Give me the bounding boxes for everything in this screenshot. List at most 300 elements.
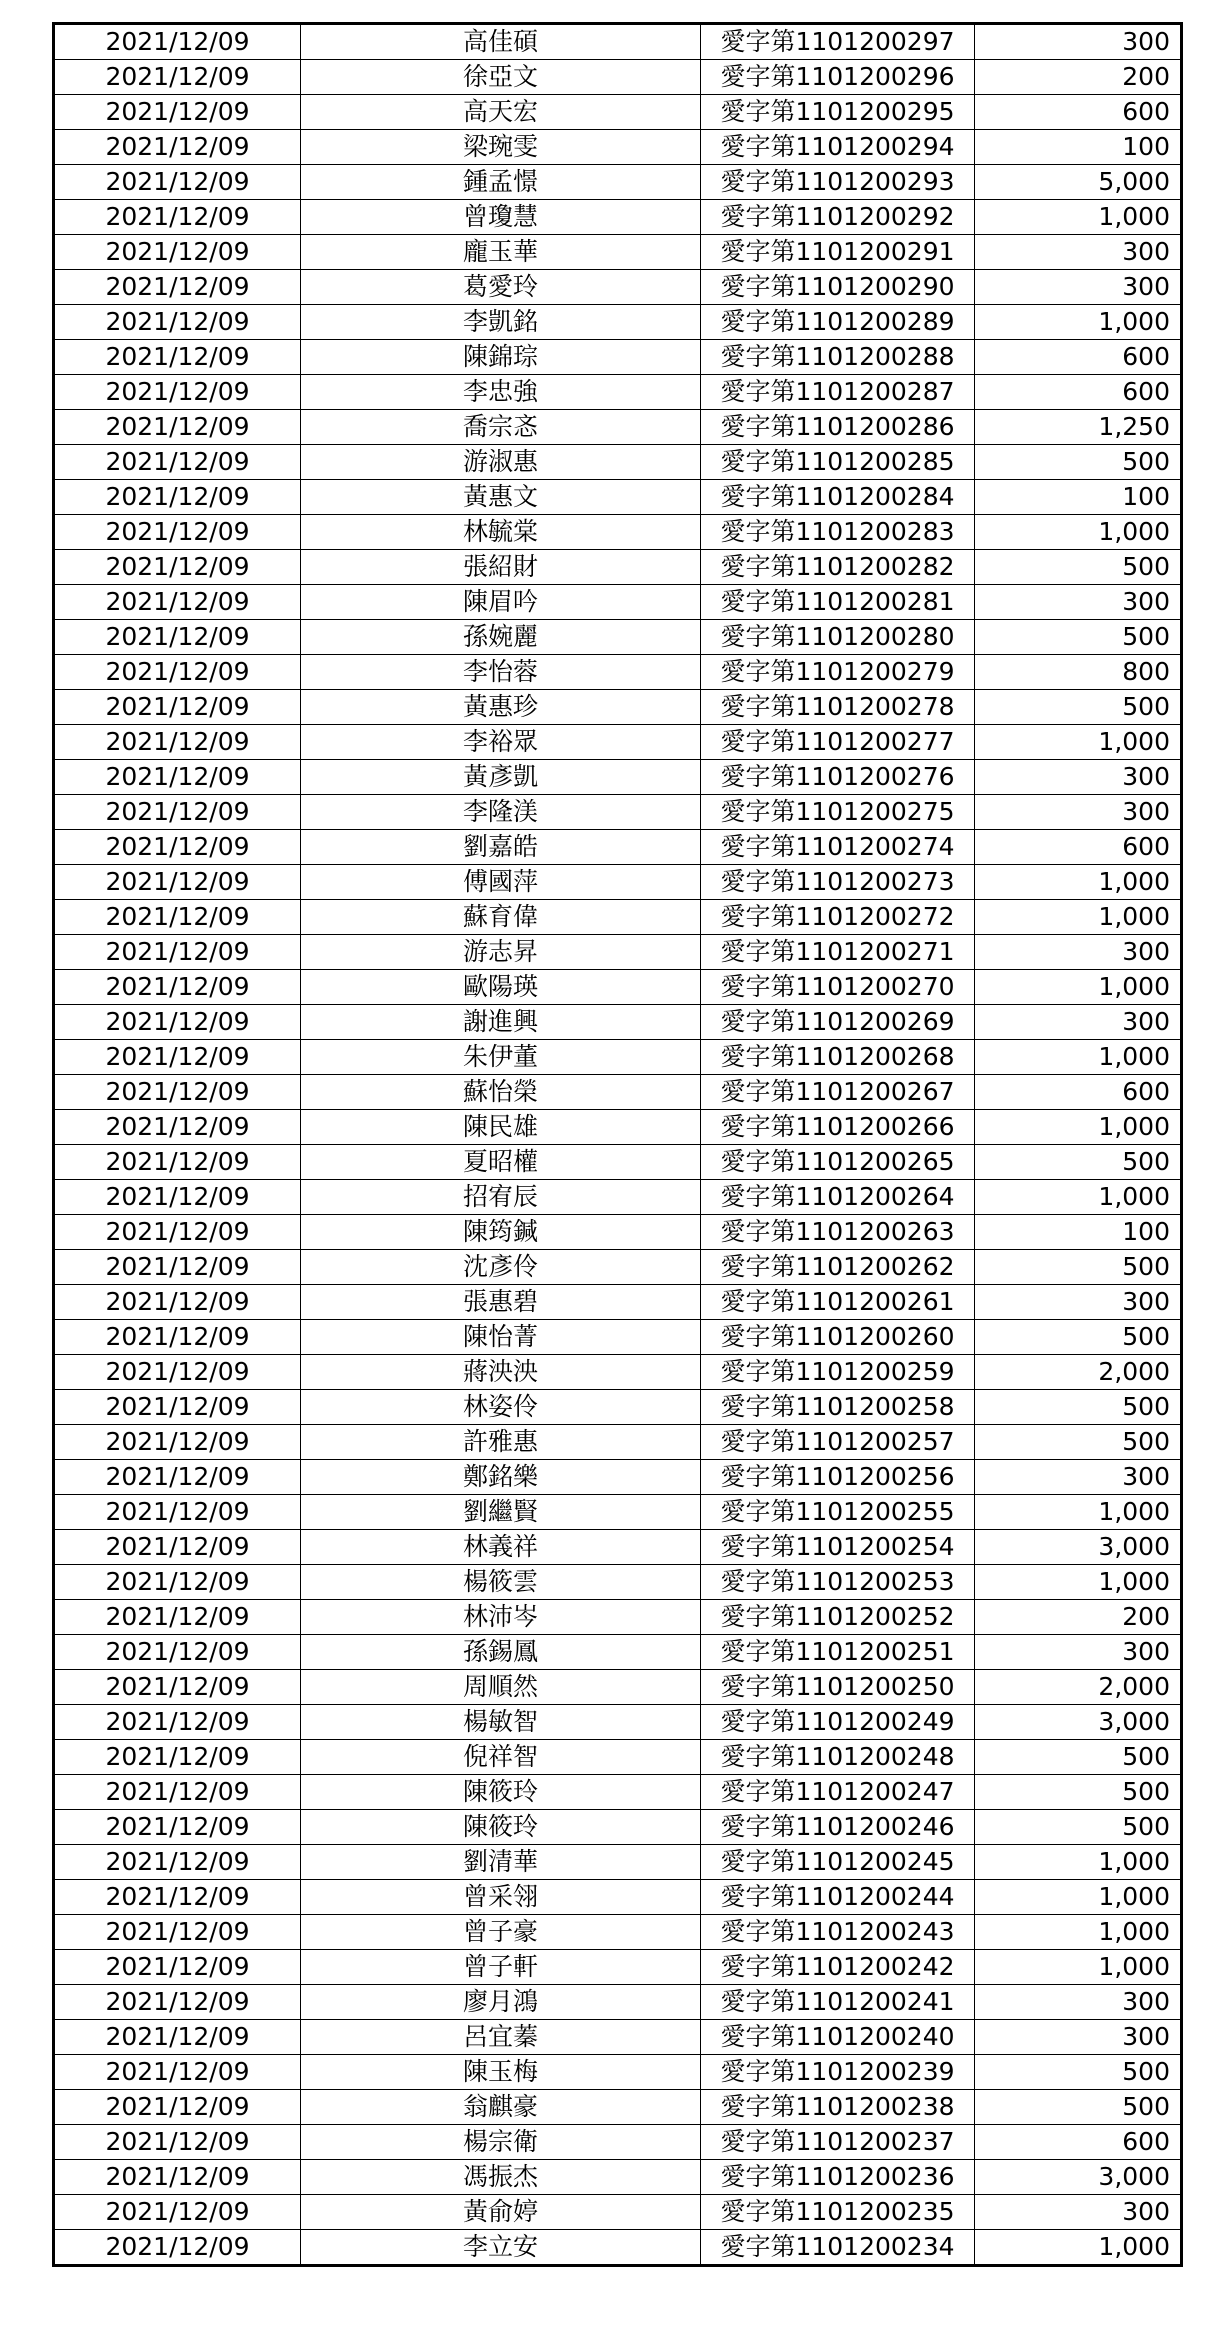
amount-cell: 300 [975, 235, 1182, 270]
amount-cell: 1,000 [975, 900, 1182, 935]
receipt-number-cell: 愛字第1101200276 [701, 760, 975, 795]
date-cell: 2021/12/09 [54, 1075, 301, 1110]
amount-cell: 1,000 [975, 1040, 1182, 1075]
receipt-number-cell: 愛字第1101200253 [701, 1565, 975, 1600]
table-row [54, 1110, 1182, 1145]
amount-cell: 1,000 [975, 865, 1182, 900]
receipt-number-cell: 愛字第1101200291 [701, 235, 975, 270]
date-cell: 2021/12/09 [54, 2020, 301, 2055]
receipt-number-cell: 愛字第1101200237 [701, 2125, 975, 2160]
donor-name-cell: 沈彥伶 [301, 1250, 701, 1285]
amount-cell: 300 [975, 1005, 1182, 1040]
receipt-number-cell: 愛字第1101200265 [701, 1145, 975, 1180]
donor-name-cell: 蘇育偉 [301, 900, 701, 935]
donor-name-cell: 高天宏 [301, 95, 701, 130]
date-cell: 2021/12/09 [54, 725, 301, 760]
table-row [54, 24, 1182, 60]
receipt-number-cell: 愛字第1101200248 [701, 1740, 975, 1775]
amount-cell: 600 [975, 2125, 1182, 2160]
amount-cell: 2,000 [975, 1670, 1182, 1705]
donor-name-cell: 楊敏智 [301, 1705, 701, 1740]
donor-name-cell: 孫錫鳳 [301, 1635, 701, 1670]
receipt-number-cell: 愛字第1101200264 [701, 1180, 975, 1215]
table-row [54, 2090, 1182, 2125]
receipt-number-cell: 愛字第1101200288 [701, 340, 975, 375]
date-cell: 2021/12/09 [54, 1005, 301, 1040]
donor-name-cell: 黃惠文 [301, 480, 701, 515]
amount-cell: 500 [975, 690, 1182, 725]
table-row [54, 445, 1182, 480]
table-row [54, 410, 1182, 445]
amount-cell: 1,000 [975, 1915, 1182, 1950]
donor-name-cell: 高佳碩 [301, 24, 701, 60]
amount-cell: 300 [975, 795, 1182, 830]
amount-cell: 3,000 [975, 2160, 1182, 2195]
amount-cell: 300 [975, 2195, 1182, 2230]
donor-name-cell: 鍾孟憬 [301, 165, 701, 200]
date-cell: 2021/12/09 [54, 1145, 301, 1180]
table-row [54, 480, 1182, 515]
amount-cell: 300 [975, 935, 1182, 970]
date-cell: 2021/12/09 [54, 1915, 301, 1950]
table-row [54, 1040, 1182, 1075]
date-cell: 2021/12/09 [54, 1880, 301, 1915]
receipt-number-cell: 愛字第1101200256 [701, 1460, 975, 1495]
donor-name-cell: 孫婉麗 [301, 620, 701, 655]
receipt-number-cell: 愛字第1101200287 [701, 375, 975, 410]
receipt-number-cell: 愛字第1101200259 [701, 1355, 975, 1390]
table-row [54, 1670, 1182, 1705]
table-row [54, 655, 1182, 690]
amount-cell: 500 [975, 1775, 1182, 1810]
receipt-number-cell: 愛字第1101200254 [701, 1530, 975, 1565]
date-cell: 2021/12/09 [54, 480, 301, 515]
receipt-number-cell: 愛字第1101200261 [701, 1285, 975, 1320]
donor-name-cell: 徐亞文 [301, 60, 701, 95]
date-cell: 2021/12/09 [54, 305, 301, 340]
receipt-number-cell: 愛字第1101200292 [701, 200, 975, 235]
donor-name-cell: 曾子軒 [301, 1950, 701, 1985]
donor-name-cell: 夏昭權 [301, 1145, 701, 1180]
donor-name-cell: 李隆渼 [301, 795, 701, 830]
donor-name-cell: 李怡蓉 [301, 655, 701, 690]
receipt-number-cell: 愛字第1101200290 [701, 270, 975, 305]
table-row [54, 1495, 1182, 1530]
donor-name-cell: 周順然 [301, 1670, 701, 1705]
date-cell: 2021/12/09 [54, 795, 301, 830]
date-cell: 2021/12/09 [54, 1950, 301, 1985]
date-cell: 2021/12/09 [54, 1110, 301, 1145]
table-row [54, 130, 1182, 165]
amount-cell: 500 [975, 1320, 1182, 1355]
receipt-number-cell: 愛字第1101200243 [701, 1915, 975, 1950]
table-row [54, 1390, 1182, 1425]
table-row [54, 550, 1182, 585]
table-row [54, 900, 1182, 935]
date-cell: 2021/12/09 [54, 935, 301, 970]
date-cell: 2021/12/09 [54, 830, 301, 865]
amount-cell: 5,000 [975, 165, 1182, 200]
amount-cell: 500 [975, 1740, 1182, 1775]
amount-cell: 300 [975, 1985, 1182, 2020]
receipt-number-cell: 愛字第1101200239 [701, 2055, 975, 2090]
amount-cell: 1,000 [975, 1110, 1182, 1145]
table-row [54, 830, 1182, 865]
amount-cell: 600 [975, 375, 1182, 410]
receipt-number-cell: 愛字第1101200251 [701, 1635, 975, 1670]
date-cell: 2021/12/09 [54, 690, 301, 725]
date-cell: 2021/12/09 [54, 1040, 301, 1075]
amount-cell: 300 [975, 585, 1182, 620]
receipt-number-cell: 愛字第1101200255 [701, 1495, 975, 1530]
date-cell: 2021/12/09 [54, 130, 301, 165]
receipt-number-cell: 愛字第1101200289 [701, 305, 975, 340]
amount-cell: 100 [975, 480, 1182, 515]
receipt-number-cell: 愛字第1101200297 [701, 24, 975, 60]
donor-name-cell: 陳筱玲 [301, 1775, 701, 1810]
receipt-number-cell: 愛字第1101200267 [701, 1075, 975, 1110]
date-cell: 2021/12/09 [54, 760, 301, 795]
date-cell: 2021/12/09 [54, 1775, 301, 1810]
date-cell: 2021/12/09 [54, 1390, 301, 1425]
receipt-number-cell: 愛字第1101200247 [701, 1775, 975, 1810]
table-row [54, 1530, 1182, 1565]
table-row [54, 340, 1182, 375]
receipt-number-cell: 愛字第1101200257 [701, 1425, 975, 1460]
date-cell: 2021/12/09 [54, 1740, 301, 1775]
amount-cell: 600 [975, 340, 1182, 375]
amount-cell: 300 [975, 1635, 1182, 1670]
donor-name-cell: 張惠碧 [301, 1285, 701, 1320]
donor-name-cell: 蔣泱泱 [301, 1355, 701, 1390]
amount-cell: 600 [975, 95, 1182, 130]
table-row [54, 1635, 1182, 1670]
donor-name-cell: 喬宗忞 [301, 410, 701, 445]
donor-name-cell: 陳筠鍼 [301, 1215, 701, 1250]
table-row [54, 60, 1182, 95]
date-cell: 2021/12/09 [54, 515, 301, 550]
donor-name-cell: 葛愛玲 [301, 270, 701, 305]
donor-name-cell: 翁麒豪 [301, 2090, 701, 2125]
table-row [54, 585, 1182, 620]
receipt-number-cell: 愛字第1101200244 [701, 1880, 975, 1915]
ledger-body [54, 24, 1182, 2266]
receipt-number-cell: 愛字第1101200295 [701, 95, 975, 130]
table-row [54, 165, 1182, 200]
date-cell: 2021/12/09 [54, 1530, 301, 1565]
amount-cell: 500 [975, 445, 1182, 480]
receipt-number-cell: 愛字第1101200245 [701, 1845, 975, 1880]
date-cell: 2021/12/09 [54, 1705, 301, 1740]
donor-name-cell: 林姿伶 [301, 1390, 701, 1425]
donor-name-cell: 陳怡菁 [301, 1320, 701, 1355]
date-cell: 2021/12/09 [54, 2125, 301, 2160]
donor-name-cell: 李忠強 [301, 375, 701, 410]
amount-cell: 500 [975, 550, 1182, 585]
table-row [54, 1320, 1182, 1355]
donation-ledger-table [52, 22, 1183, 2267]
amount-cell: 200 [975, 60, 1182, 95]
table-row [54, 1880, 1182, 1915]
table-row [54, 1005, 1182, 1040]
date-cell: 2021/12/09 [54, 1425, 301, 1460]
table-row [54, 1915, 1182, 1950]
table-row [54, 2230, 1182, 2266]
donor-name-cell: 楊筱雲 [301, 1565, 701, 1600]
table-row [54, 1285, 1182, 1320]
amount-cell: 1,000 [975, 305, 1182, 340]
donor-name-cell: 陳眉吟 [301, 585, 701, 620]
donor-name-cell: 黃惠珍 [301, 690, 701, 725]
receipt-number-cell: 愛字第1101200252 [701, 1600, 975, 1635]
receipt-number-cell: 愛字第1101200238 [701, 2090, 975, 2125]
receipt-number-cell: 愛字第1101200258 [701, 1390, 975, 1425]
amount-cell: 200 [975, 1600, 1182, 1635]
table-row [54, 620, 1182, 655]
date-cell: 2021/12/09 [54, 1600, 301, 1635]
table-row [54, 1250, 1182, 1285]
amount-cell: 300 [975, 1460, 1182, 1495]
amount-cell: 500 [975, 1390, 1182, 1425]
amount-cell: 300 [975, 1285, 1182, 1320]
donor-name-cell: 劉繼賢 [301, 1495, 701, 1530]
table-row [54, 515, 1182, 550]
date-cell: 2021/12/09 [54, 900, 301, 935]
amount-cell: 500 [975, 1810, 1182, 1845]
table-row [54, 1705, 1182, 1740]
table-row [54, 235, 1182, 270]
amount-cell: 1,000 [975, 1845, 1182, 1880]
date-cell: 2021/12/09 [54, 2230, 301, 2266]
table-row [54, 1215, 1182, 1250]
amount-cell: 500 [975, 620, 1182, 655]
receipt-number-cell: 愛字第1101200274 [701, 830, 975, 865]
date-cell: 2021/12/09 [54, 1635, 301, 1670]
date-cell: 2021/12/09 [54, 2160, 301, 2195]
receipt-number-cell: 愛字第1101200263 [701, 1215, 975, 1250]
receipt-number-cell: 愛字第1101200285 [701, 445, 975, 480]
amount-cell: 500 [975, 1425, 1182, 1460]
table-row [54, 270, 1182, 305]
date-cell: 2021/12/09 [54, 410, 301, 445]
date-cell: 2021/12/09 [54, 24, 301, 60]
receipt-number-cell: 愛字第1101200296 [701, 60, 975, 95]
receipt-number-cell: 愛字第1101200277 [701, 725, 975, 760]
receipt-number-cell: 愛字第1101200282 [701, 550, 975, 585]
date-cell: 2021/12/09 [54, 655, 301, 690]
amount-cell: 1,000 [975, 2230, 1182, 2266]
table-row [54, 1145, 1182, 1180]
table-row [54, 1845, 1182, 1880]
date-cell: 2021/12/09 [54, 270, 301, 305]
table-row [54, 1950, 1182, 1985]
amount-cell: 300 [975, 2020, 1182, 2055]
table-row [54, 690, 1182, 725]
amount-cell: 100 [975, 130, 1182, 165]
donor-name-cell: 李立安 [301, 2230, 701, 2266]
table-row [54, 760, 1182, 795]
amount-cell: 500 [975, 1250, 1182, 1285]
table-row [54, 2195, 1182, 2230]
donor-name-cell: 曾采翎 [301, 1880, 701, 1915]
amount-cell: 1,000 [975, 1950, 1182, 1985]
table-row [54, 1810, 1182, 1845]
receipt-number-cell: 愛字第1101200275 [701, 795, 975, 830]
amount-cell: 2,000 [975, 1355, 1182, 1390]
receipt-number-cell: 愛字第1101200293 [701, 165, 975, 200]
amount-cell: 1,000 [975, 970, 1182, 1005]
date-cell: 2021/12/09 [54, 235, 301, 270]
amount-cell: 1,000 [975, 1565, 1182, 1600]
table-row [54, 935, 1182, 970]
date-cell: 2021/12/09 [54, 970, 301, 1005]
donor-name-cell: 許雅惠 [301, 1425, 701, 1460]
date-cell: 2021/12/09 [54, 585, 301, 620]
receipt-number-cell: 愛字第1101200280 [701, 620, 975, 655]
date-cell: 2021/12/09 [54, 1985, 301, 2020]
amount-cell: 1,000 [975, 515, 1182, 550]
date-cell: 2021/12/09 [54, 1565, 301, 1600]
donor-name-cell: 黃俞婷 [301, 2195, 701, 2230]
donor-name-cell: 劉清華 [301, 1845, 701, 1880]
date-cell: 2021/12/09 [54, 550, 301, 585]
donor-name-cell: 鄭銘樂 [301, 1460, 701, 1495]
date-cell: 2021/12/09 [54, 60, 301, 95]
amount-cell: 1,250 [975, 410, 1182, 445]
receipt-number-cell: 愛字第1101200294 [701, 130, 975, 165]
receipt-number-cell: 愛字第1101200271 [701, 935, 975, 970]
date-cell: 2021/12/09 [54, 1845, 301, 1880]
receipt-number-cell: 愛字第1101200235 [701, 2195, 975, 2230]
receipt-number-cell: 愛字第1101200273 [701, 865, 975, 900]
amount-cell: 500 [975, 2090, 1182, 2125]
table-row [54, 1985, 1182, 2020]
table-row [54, 865, 1182, 900]
donor-name-cell: 林毓棠 [301, 515, 701, 550]
donor-name-cell: 楊宗衛 [301, 2125, 701, 2160]
date-cell: 2021/12/09 [54, 340, 301, 375]
table-row [54, 1775, 1182, 1810]
table-row [54, 1425, 1182, 1460]
date-cell: 2021/12/09 [54, 1250, 301, 1285]
date-cell: 2021/12/09 [54, 1495, 301, 1530]
receipt-number-cell: 愛字第1101200269 [701, 1005, 975, 1040]
receipt-number-cell: 愛字第1101200234 [701, 2230, 975, 2266]
amount-cell: 1,000 [975, 1180, 1182, 1215]
receipt-number-cell: 愛字第1101200278 [701, 690, 975, 725]
donor-name-cell: 陳民雄 [301, 1110, 701, 1145]
date-cell: 2021/12/09 [54, 2090, 301, 2125]
donor-name-cell: 李裕眾 [301, 725, 701, 760]
table-row [54, 1740, 1182, 1775]
donor-name-cell: 陳錦琮 [301, 340, 701, 375]
amount-cell: 1,000 [975, 1495, 1182, 1530]
donor-name-cell: 倪祥智 [301, 1740, 701, 1775]
donor-name-cell: 廖月鴻 [301, 1985, 701, 2020]
donor-name-cell: 陳筱玲 [301, 1810, 701, 1845]
date-cell: 2021/12/09 [54, 1355, 301, 1390]
receipt-number-cell: 愛字第1101200286 [701, 410, 975, 445]
donor-name-cell: 蘇怡榮 [301, 1075, 701, 1110]
date-cell: 2021/12/09 [54, 1180, 301, 1215]
table-row [54, 1180, 1182, 1215]
receipt-number-cell: 愛字第1101200268 [701, 1040, 975, 1075]
donor-name-cell: 朱伊董 [301, 1040, 701, 1075]
amount-cell: 600 [975, 830, 1182, 865]
date-cell: 2021/12/09 [54, 2195, 301, 2230]
table-row [54, 2125, 1182, 2160]
date-cell: 2021/12/09 [54, 1215, 301, 1250]
amount-cell: 600 [975, 1075, 1182, 1110]
donor-name-cell: 劉嘉皓 [301, 830, 701, 865]
table-row [54, 2055, 1182, 2090]
receipt-number-cell: 愛字第1101200260 [701, 1320, 975, 1355]
amount-cell: 300 [975, 760, 1182, 795]
table-row [54, 1565, 1182, 1600]
date-cell: 2021/12/09 [54, 865, 301, 900]
table-row [54, 795, 1182, 830]
receipt-number-cell: 愛字第1101200240 [701, 2020, 975, 2055]
donor-name-cell: 林沛岑 [301, 1600, 701, 1635]
date-cell: 2021/12/09 [54, 1460, 301, 1495]
receipt-number-cell: 愛字第1101200272 [701, 900, 975, 935]
date-cell: 2021/12/09 [54, 1285, 301, 1320]
date-cell: 2021/12/09 [54, 200, 301, 235]
table-row [54, 2020, 1182, 2055]
date-cell: 2021/12/09 [54, 375, 301, 410]
receipt-number-cell: 愛字第1101200279 [701, 655, 975, 690]
amount-cell: 3,000 [975, 1705, 1182, 1740]
table-row [54, 1600, 1182, 1635]
table-row [54, 1460, 1182, 1495]
date-cell: 2021/12/09 [54, 95, 301, 130]
donor-name-cell: 歐陽瑛 [301, 970, 701, 1005]
table-row [54, 2160, 1182, 2195]
donor-name-cell: 黃彥凱 [301, 760, 701, 795]
donor-name-cell: 曾瓊慧 [301, 200, 701, 235]
date-cell: 2021/12/09 [54, 2055, 301, 2090]
receipt-number-cell: 愛字第1101200266 [701, 1110, 975, 1145]
amount-cell: 500 [975, 2055, 1182, 2090]
receipt-number-cell: 愛字第1101200249 [701, 1705, 975, 1740]
date-cell: 2021/12/09 [54, 1810, 301, 1845]
receipt-number-cell: 愛字第1101200270 [701, 970, 975, 1005]
amount-cell: 1,000 [975, 200, 1182, 235]
receipt-number-cell: 愛字第1101200262 [701, 1250, 975, 1285]
donor-name-cell: 謝進興 [301, 1005, 701, 1040]
donor-name-cell: 梁琬雯 [301, 130, 701, 165]
receipt-number-cell: 愛字第1101200284 [701, 480, 975, 515]
receipt-number-cell: 愛字第1101200241 [701, 1985, 975, 2020]
receipt-number-cell: 愛字第1101200246 [701, 1810, 975, 1845]
table-row [54, 970, 1182, 1005]
amount-cell: 300 [975, 24, 1182, 60]
date-cell: 2021/12/09 [54, 165, 301, 200]
table-row [54, 305, 1182, 340]
donor-name-cell: 陳玉梅 [301, 2055, 701, 2090]
receipt-number-cell: 愛字第1101200250 [701, 1670, 975, 1705]
donor-name-cell: 馮振杰 [301, 2160, 701, 2195]
table-row [54, 200, 1182, 235]
table-row [54, 95, 1182, 130]
date-cell: 2021/12/09 [54, 620, 301, 655]
amount-cell: 1,000 [975, 725, 1182, 760]
table-row [54, 725, 1182, 760]
receipt-number-cell: 愛字第1101200242 [701, 1950, 975, 1985]
donor-name-cell: 呂宜蓁 [301, 2020, 701, 2055]
date-cell: 2021/12/09 [54, 1670, 301, 1705]
donor-name-cell: 林義祥 [301, 1530, 701, 1565]
